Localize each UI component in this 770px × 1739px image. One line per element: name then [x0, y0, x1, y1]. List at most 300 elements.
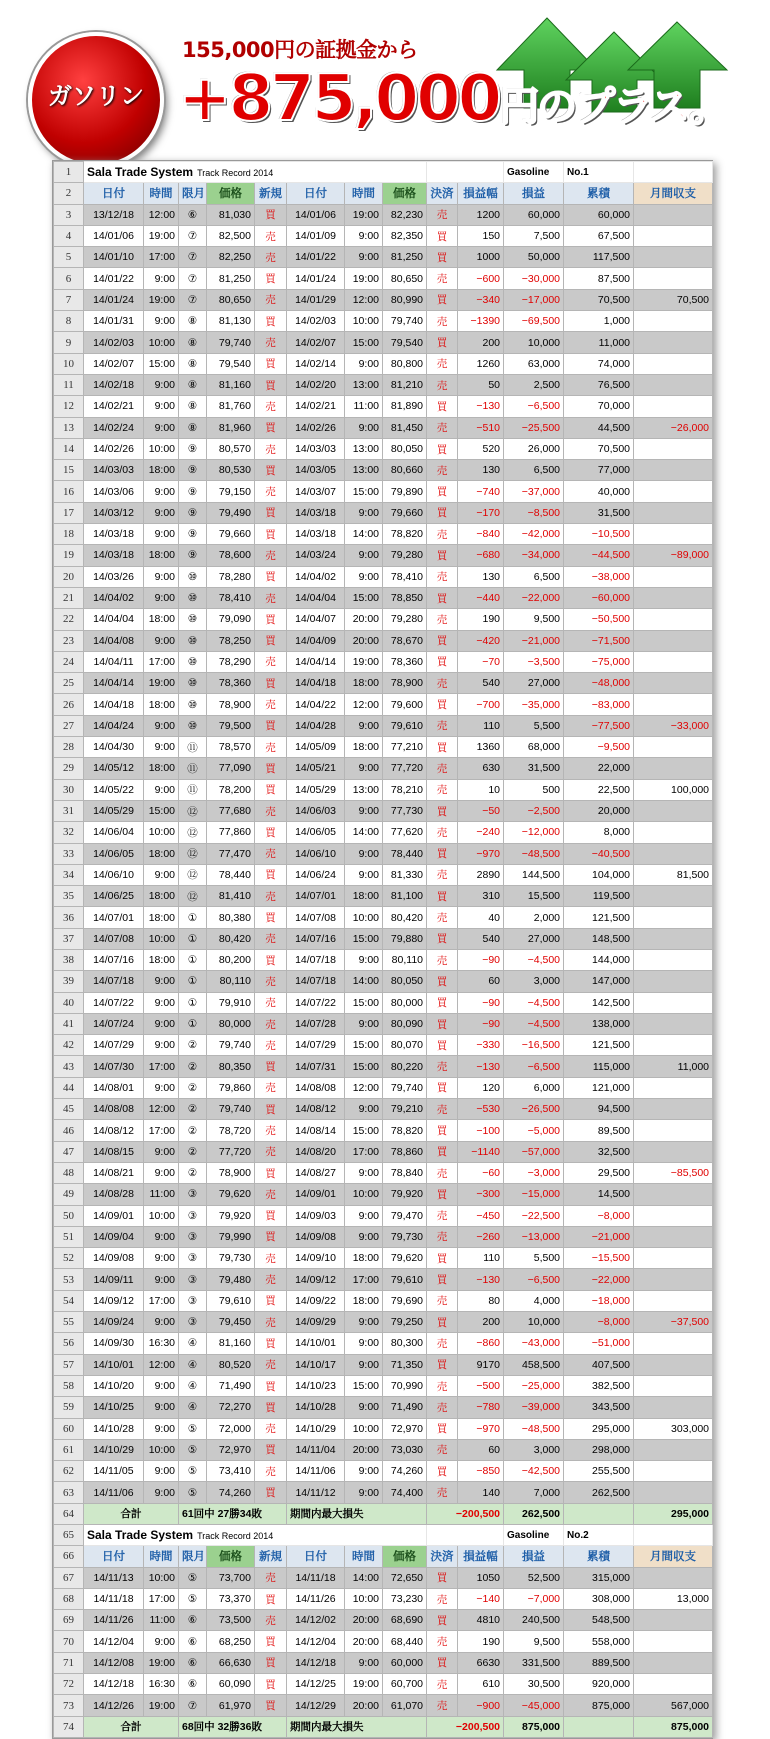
- contract-month-cell: ⑧: [179, 311, 207, 332]
- max-loss-value: −200,500: [427, 1716, 504, 1737]
- value-cell: 308,000: [564, 1588, 634, 1609]
- value-cell: 6,500: [504, 460, 564, 481]
- value-cell: 200: [458, 332, 504, 353]
- side-cell: 売: [427, 949, 458, 970]
- value-cell: 79,690: [383, 1290, 427, 1311]
- sheet-title-row: [54, 162, 713, 183]
- value-cell: [634, 907, 713, 928]
- time-cell: 15:00: [345, 1035, 383, 1056]
- side-cell: 買: [255, 715, 287, 736]
- side-cell: 売: [255, 1035, 287, 1056]
- row-number: 52: [54, 1248, 84, 1269]
- value-cell: [634, 524, 713, 545]
- date-cell: 14/08/27: [287, 1162, 345, 1183]
- value-cell: −77,500: [564, 715, 634, 736]
- side-cell: 買: [427, 1269, 458, 1290]
- row-number: 32: [54, 822, 84, 843]
- time-cell: 9:00: [345, 1013, 383, 1034]
- row-number: 41: [54, 1013, 84, 1034]
- side-cell: 買: [255, 1652, 287, 1673]
- headline-number: +875,000: [178, 62, 500, 136]
- date-cell: 14/02/07: [84, 353, 144, 374]
- side-cell: 売: [255, 1567, 287, 1588]
- value-cell: [634, 949, 713, 970]
- time-cell: 9:00: [144, 992, 179, 1013]
- row-number: 60: [54, 1418, 84, 1439]
- value-cell: 79,990: [207, 1226, 255, 1247]
- value-cell: 500: [504, 779, 564, 800]
- value-cell: 73,370: [207, 1588, 255, 1609]
- value-cell: −43,000: [504, 1333, 564, 1354]
- value-cell: 31,500: [504, 758, 564, 779]
- value-cell: 68,440: [383, 1631, 427, 1652]
- value-cell: 120: [458, 1077, 504, 1098]
- date-cell: 14/11/18: [84, 1588, 144, 1609]
- value-cell: 78,900: [383, 673, 427, 694]
- date-cell: 14/10/01: [287, 1333, 345, 1354]
- time-cell: 19:00: [345, 268, 383, 289]
- side-cell: 買: [427, 1184, 458, 1205]
- side-cell: 買: [427, 332, 458, 353]
- time-cell: 18:00: [345, 1248, 383, 1269]
- value-cell: 78,410: [207, 587, 255, 608]
- total-row: [54, 1716, 713, 1737]
- date-cell: 14/12/25: [287, 1674, 345, 1695]
- table-row: [54, 1248, 713, 1269]
- time-cell: 9:00: [345, 545, 383, 566]
- table-row: [54, 1226, 713, 1247]
- value-cell: 70,500: [564, 438, 634, 459]
- time-cell: 17:00: [144, 1120, 179, 1141]
- side-cell: 買: [255, 502, 287, 523]
- value-cell: [634, 992, 713, 1013]
- time-cell: 13:00: [345, 460, 383, 481]
- value-cell: 66,630: [207, 1652, 255, 1673]
- value-cell: 295,000: [564, 1418, 634, 1439]
- contract-month-cell: ⑩: [179, 651, 207, 672]
- value-cell: 70,000: [564, 396, 634, 417]
- date-cell: 14/08/08: [287, 1077, 345, 1098]
- value-cell: 76,500: [564, 374, 634, 395]
- table-row: [54, 1631, 713, 1652]
- time-cell: 9:00: [144, 374, 179, 395]
- time-cell: 20:00: [345, 609, 383, 630]
- value-cell: 15,500: [504, 886, 564, 907]
- row-number: 6: [54, 268, 84, 289]
- time-cell: 10:00: [345, 311, 383, 332]
- side-cell: 売: [427, 715, 458, 736]
- time-cell: 17:00: [345, 1269, 383, 1290]
- value-cell: [634, 1610, 713, 1631]
- value-cell: 73,700: [207, 1567, 255, 1588]
- value-cell: −8,000: [564, 1312, 634, 1333]
- value-cell: 79,860: [207, 1077, 255, 1098]
- time-cell: 14:00: [345, 524, 383, 545]
- value-cell: −39,000: [504, 1397, 564, 1418]
- value-cell: 73,500: [207, 1610, 255, 1631]
- value-cell: −4,500: [504, 992, 564, 1013]
- value-cell: 190: [458, 609, 504, 630]
- value-cell: 78,900: [207, 1162, 255, 1183]
- value-cell: 407,500: [564, 1354, 634, 1375]
- value-cell: 80,050: [383, 438, 427, 459]
- side-cell: 売: [427, 1588, 458, 1609]
- side-cell: 買: [427, 737, 458, 758]
- value-cell: −40,500: [564, 843, 634, 864]
- trade-count: 61回中 27勝34敗: [179, 1503, 287, 1524]
- time-cell: 18:00: [144, 949, 179, 970]
- date-cell: 14/04/02: [287, 566, 345, 587]
- record-label: Track Record 2014: [197, 168, 274, 179]
- table-row: [54, 843, 713, 864]
- date-cell: 14/08/08: [84, 1099, 144, 1120]
- value-cell: −140: [458, 1588, 504, 1609]
- value-cell: 60: [458, 971, 504, 992]
- date-cell: 14/11/13: [84, 1567, 144, 1588]
- value-cell: 115,000: [564, 1056, 634, 1077]
- value-cell: 3,000: [504, 971, 564, 992]
- value-cell: 79,610: [207, 1290, 255, 1311]
- side-cell: 売: [427, 1226, 458, 1247]
- time-cell: 20:00: [345, 630, 383, 651]
- value-cell: [634, 332, 713, 353]
- date-cell: 14/05/22: [84, 779, 144, 800]
- side-cell: 買: [255, 758, 287, 779]
- value-cell: −50: [458, 800, 504, 821]
- value-cell: −130: [458, 396, 504, 417]
- date-cell: 14/05/21: [287, 758, 345, 779]
- time-cell: 19:00: [144, 673, 179, 694]
- value-cell: 5,500: [504, 715, 564, 736]
- table-row: [54, 694, 713, 715]
- contract-month-cell: ③: [179, 1248, 207, 1269]
- time-cell: 9:00: [345, 1205, 383, 1226]
- date-cell: 14/02/14: [287, 353, 345, 374]
- contract-month-cell: ⑫: [179, 800, 207, 821]
- row-number: 66: [54, 1546, 84, 1567]
- side-cell: 買: [255, 1375, 287, 1396]
- blank-cell: [427, 1525, 504, 1546]
- column-header: 累積: [564, 183, 634, 204]
- value-cell: 79,610: [383, 715, 427, 736]
- value-cell: [634, 737, 713, 758]
- value-cell: 26,000: [504, 438, 564, 459]
- side-cell: 買: [255, 864, 287, 885]
- side-cell: 買: [427, 651, 458, 672]
- time-cell: 9:00: [345, 864, 383, 885]
- value-cell: 78,410: [383, 566, 427, 587]
- contract-month-cell: ③: [179, 1290, 207, 1311]
- value-cell: 79,210: [383, 1099, 427, 1120]
- contract-month-cell: ⑤: [179, 1461, 207, 1482]
- value-cell: 79,150: [207, 481, 255, 502]
- side-cell: 買: [255, 566, 287, 587]
- value-cell: −260: [458, 1226, 504, 1247]
- value-cell: −25,000: [504, 1375, 564, 1396]
- time-cell: 9:00: [345, 949, 383, 970]
- value-cell: −42,500: [504, 1461, 564, 1482]
- time-cell: 9:00: [345, 566, 383, 587]
- time-cell: 9:00: [345, 1354, 383, 1375]
- date-cell: 14/01/24: [287, 268, 345, 289]
- contract-month-cell: ⑨: [179, 524, 207, 545]
- value-cell: [634, 758, 713, 779]
- value-cell: 68,000: [504, 737, 564, 758]
- value-cell: −50,500: [564, 609, 634, 630]
- value-cell: 14,500: [564, 1184, 634, 1205]
- column-header: 損益幅: [458, 1546, 504, 1567]
- record-label: Track Record 2014: [197, 1531, 274, 1542]
- table-row: [54, 609, 713, 630]
- date-cell: 14/04/14: [84, 673, 144, 694]
- value-cell: 81,410: [207, 886, 255, 907]
- table-row: [54, 524, 713, 545]
- headline-text: 円のプラス。: [499, 84, 728, 130]
- side-cell: 買: [427, 247, 458, 268]
- date-cell: 14/02/21: [84, 396, 144, 417]
- value-cell: [634, 353, 713, 374]
- value-cell: 9,500: [504, 609, 564, 630]
- table-row: [54, 1120, 713, 1141]
- value-cell: −69,500: [504, 311, 564, 332]
- date-cell: 14/04/18: [287, 673, 345, 694]
- contract-month-cell: ⑧: [179, 396, 207, 417]
- time-cell: 15:00: [345, 1056, 383, 1077]
- table-row: [54, 587, 713, 608]
- contract-month-cell: ③: [179, 1184, 207, 1205]
- date-cell: 14/07/01: [84, 907, 144, 928]
- contract-month-cell: ②: [179, 1035, 207, 1056]
- product-name: Gasoline: [504, 1525, 564, 1546]
- value-cell: 74,260: [383, 1461, 427, 1482]
- value-cell: [634, 971, 713, 992]
- value-cell: [634, 374, 713, 395]
- contract-month-cell: ⑤: [179, 1588, 207, 1609]
- value-cell: 71,490: [383, 1397, 427, 1418]
- value-cell: 520: [458, 438, 504, 459]
- side-cell: 買: [427, 1461, 458, 1482]
- table-row: [54, 1056, 713, 1077]
- value-cell: 94,500: [564, 1099, 634, 1120]
- value-cell: −440: [458, 587, 504, 608]
- date-cell: 14/11/26: [287, 1588, 345, 1609]
- time-cell: 9:00: [144, 1248, 179, 1269]
- value-cell: 79,740: [207, 1099, 255, 1120]
- side-cell: 売: [427, 1631, 458, 1652]
- contract-month-cell: ③: [179, 1205, 207, 1226]
- table-row: [54, 481, 713, 502]
- time-cell: 9:00: [345, 502, 383, 523]
- value-cell: 79,540: [207, 353, 255, 374]
- date-cell: 14/07/31: [287, 1056, 345, 1077]
- table-row: [54, 651, 713, 672]
- table-row: [54, 247, 713, 268]
- date-cell: 14/10/01: [84, 1354, 144, 1375]
- date-cell: 14/03/18: [84, 524, 144, 545]
- time-cell: 11:00: [144, 1610, 179, 1631]
- date-cell: 14/09/08: [84, 1248, 144, 1269]
- table-row: [54, 779, 713, 800]
- value-cell: 60,000: [504, 204, 564, 225]
- side-cell: 買: [427, 1610, 458, 1631]
- value-cell: [634, 311, 713, 332]
- column-header: 新規: [255, 1546, 287, 1567]
- value-cell: −18,000: [564, 1290, 634, 1311]
- row-number: 40: [54, 992, 84, 1013]
- date-cell: 14/09/12: [287, 1269, 345, 1290]
- column-header: 価格: [383, 183, 427, 204]
- value-cell: −13,000: [504, 1226, 564, 1247]
- row-number: 25: [54, 673, 84, 694]
- value-cell: [634, 438, 713, 459]
- value-cell: −1140: [458, 1141, 504, 1162]
- value-cell: −37,000: [504, 481, 564, 502]
- value-cell: 8,000: [564, 822, 634, 843]
- value-cell: −530: [458, 1099, 504, 1120]
- value-cell: [634, 1269, 713, 1290]
- value-cell: [634, 1482, 713, 1503]
- side-cell: 買: [255, 204, 287, 225]
- side-cell: 買: [427, 1077, 458, 1098]
- value-cell: 67,500: [564, 225, 634, 246]
- contract-month-cell: ⑤: [179, 1482, 207, 1503]
- contract-month-cell: ⑥: [179, 1652, 207, 1673]
- contract-month-cell: ⑪: [179, 779, 207, 800]
- value-cell: [634, 481, 713, 502]
- side-cell: 売: [427, 417, 458, 438]
- value-cell: 630: [458, 758, 504, 779]
- row-number: 74: [54, 1716, 84, 1737]
- row-number: 22: [54, 609, 84, 630]
- value-cell: 77,720: [207, 1141, 255, 1162]
- table-row: [54, 907, 713, 928]
- side-cell: 売: [427, 353, 458, 374]
- value-cell: 20,000: [564, 800, 634, 821]
- value-cell: 78,250: [207, 630, 255, 651]
- value-cell: −16,500: [504, 1035, 564, 1056]
- side-cell: 買: [427, 1567, 458, 1588]
- row-number: 30: [54, 779, 84, 800]
- value-cell: [634, 1439, 713, 1460]
- column-header: 時間: [345, 1546, 383, 1567]
- date-cell: 14/07/18: [84, 971, 144, 992]
- contract-month-cell: ⑩: [179, 694, 207, 715]
- value-cell: −71,500: [564, 630, 634, 651]
- side-cell: 買: [427, 1312, 458, 1333]
- date-cell: 14/03/18: [84, 545, 144, 566]
- row-number: 15: [54, 460, 84, 481]
- side-cell: 売: [427, 758, 458, 779]
- value-cell: 315,000: [564, 1567, 634, 1588]
- date-cell: 14/10/29: [287, 1418, 345, 1439]
- row-number: 63: [54, 1482, 84, 1503]
- value-cell: −5,000: [504, 1120, 564, 1141]
- column-header: 限月: [179, 183, 207, 204]
- value-cell: 78,280: [207, 566, 255, 587]
- value-cell: −100: [458, 1120, 504, 1141]
- table-row: [54, 758, 713, 779]
- column-header: 価格: [207, 183, 255, 204]
- date-cell: 14/09/01: [287, 1184, 345, 1205]
- side-cell: 売: [427, 1397, 458, 1418]
- value-cell: −9,500: [564, 737, 634, 758]
- column-header: 日付: [287, 183, 345, 204]
- date-cell: 14/10/28: [287, 1397, 345, 1418]
- side-cell: 買: [427, 1013, 458, 1034]
- column-header: 限月: [179, 1546, 207, 1567]
- table-row: [54, 1397, 713, 1418]
- time-cell: 20:00: [345, 1695, 383, 1716]
- side-cell: 売: [255, 1141, 287, 1162]
- time-cell: 9:00: [144, 1482, 179, 1503]
- side-cell: 買: [255, 1056, 287, 1077]
- row-number: 45: [54, 1099, 84, 1120]
- time-cell: 9:00: [345, 1461, 383, 1482]
- column-header: 損益: [504, 1546, 564, 1567]
- row-number: 64: [54, 1503, 84, 1524]
- contract-month-cell: ⑨: [179, 502, 207, 523]
- contract-month-cell: ⑫: [179, 822, 207, 843]
- total-monthly: 295,000: [634, 1503, 713, 1524]
- value-cell: 81,890: [383, 396, 427, 417]
- date-cell: 14/10/28: [84, 1418, 144, 1439]
- time-cell: 20:00: [345, 1439, 383, 1460]
- date-cell: 14/06/25: [84, 886, 144, 907]
- value-cell: −130: [458, 1056, 504, 1077]
- side-cell: 買: [427, 971, 458, 992]
- time-cell: 13:00: [345, 438, 383, 459]
- side-cell: 売: [255, 1184, 287, 1205]
- value-cell: −510: [458, 417, 504, 438]
- row-number: 58: [54, 1375, 84, 1396]
- banner-headline: [178, 62, 727, 136]
- value-cell: 117,500: [564, 247, 634, 268]
- row-number: 47: [54, 1141, 84, 1162]
- value-cell: 79,600: [383, 694, 427, 715]
- value-cell: 80,520: [207, 1354, 255, 1375]
- side-cell: 売: [255, 1312, 287, 1333]
- contract-month-cell: ③: [179, 1226, 207, 1247]
- value-cell: −42,000: [504, 524, 564, 545]
- table-row: [54, 1141, 713, 1162]
- value-cell: 79,280: [383, 545, 427, 566]
- row-number: 5: [54, 247, 84, 268]
- side-cell: 買: [255, 1333, 287, 1354]
- time-cell: 9:00: [144, 1035, 179, 1056]
- value-cell: −860: [458, 1333, 504, 1354]
- value-cell: 343,500: [564, 1397, 634, 1418]
- value-cell: 7,000: [504, 1482, 564, 1503]
- side-cell: 売: [255, 1013, 287, 1034]
- date-cell: 14/10/23: [287, 1375, 345, 1396]
- value-cell: −340: [458, 289, 504, 310]
- side-cell: 買: [427, 694, 458, 715]
- side-cell: 買: [427, 438, 458, 459]
- time-cell: 10:00: [144, 1567, 179, 1588]
- value-cell: −12,000: [504, 822, 564, 843]
- value-cell: [634, 1099, 713, 1120]
- value-cell: [634, 566, 713, 587]
- value-cell: [634, 225, 713, 246]
- value-cell: 74,400: [383, 1482, 427, 1503]
- time-cell: 9:00: [144, 630, 179, 651]
- date-cell: 14/03/03: [287, 438, 345, 459]
- total-label: 合計: [84, 1716, 179, 1737]
- row-number: 59: [54, 1397, 84, 1418]
- column-header: 決済: [427, 183, 458, 204]
- side-cell: 買: [255, 630, 287, 651]
- value-cell: 68,690: [383, 1610, 427, 1631]
